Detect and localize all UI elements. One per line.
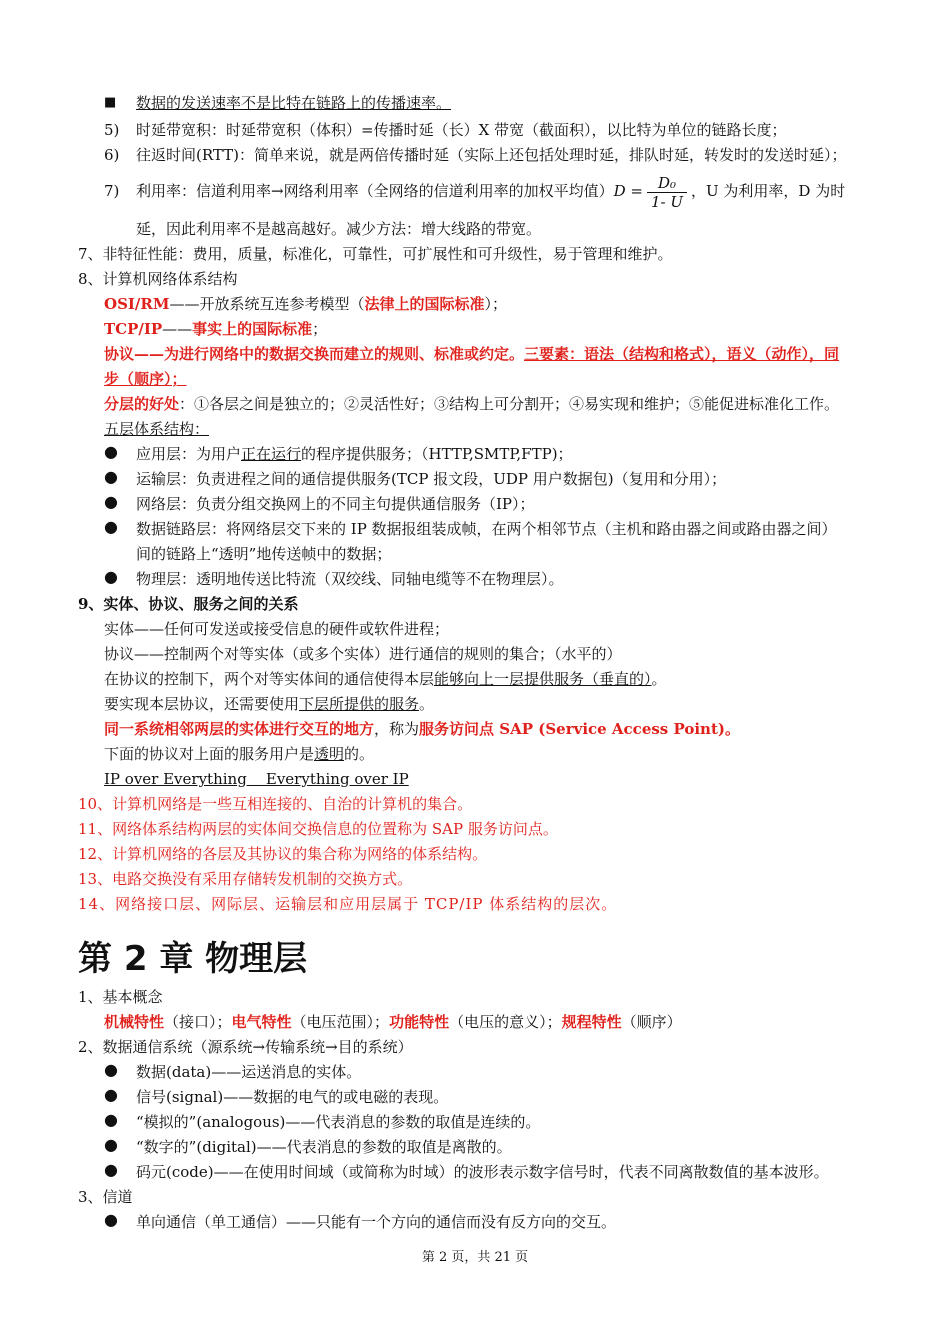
characteristics-line: 机械特性（接口）；电气特性（电压范围）；功能特性（电压的意义）；规程特性（顺序） <box>104 1013 682 1031</box>
section-8-title: 8、计算机网络体系结构 <box>78 270 238 288</box>
code-def: 码元(code)——在使用时间域（或简称为时域）的波形表示数字信号时，代表不同离散数值的基本波形。 <box>136 1163 829 1181</box>
datalink-layer: 数据链路层：将网络层交下来的 IP 数据报组装成帧，在两个相邻节点（主机和路由器之间或路由器之间） <box>136 520 837 538</box>
formula-lhs: D = <box>613 182 643 200</box>
simplex-def: 单向通信（单工通信）——只能有一个方向的通信而没有反方向的交互。 <box>136 1213 617 1231</box>
tcp-ip-line: TCP/IP——事实上的国际标准； <box>104 320 328 338</box>
list-item-5: 5) 时延带宽积：时延带宽积（体积）=传播时延（长）X 带宽（截面积），以比特为单位的链路长度； <box>104 121 787 139</box>
square-bullet-icon: ■ <box>104 95 117 110</box>
datalink-layer-cont: 间的链路上“透明”地传送帧中的数据； <box>136 545 392 563</box>
dot-bullet-icon: ● <box>104 1210 118 1229</box>
list-item-6: 6) 往返时间(RTT)：简单来说，就是两倍传播时延（实际上还包括处理时延，排队时延，转发时的发送时延）； <box>104 146 847 164</box>
point-12: 12、计算机网络的各层及其协议的集合称为网络的体系结构。 <box>78 845 488 863</box>
point-13: 13、电路交换没有采用存储转发机制的交换方式。 <box>78 870 413 888</box>
point-14: 14、网络接口层、网际层、运输层和应用层属于 TCP/IP 体系结构的层次。 <box>78 895 618 913</box>
analog-def: “模拟的”(analogous)——代表消息的参数的取值是连续的。 <box>136 1113 541 1131</box>
protocol-line: 协议——为进行网络中的数据交换而建立的规则、标准或约定。三要素：语法（结构和格式），语义（动作），同 <box>104 345 840 363</box>
service-line-2: 要实现本层协议，还需要使用下层所提供的服务。 <box>104 695 435 713</box>
dot-bullet-icon: ● <box>104 1135 118 1154</box>
protocol-def-line: 协议——控制两个对等实体（或多个实体）进行通信的规则的集合；（水平的） <box>104 645 622 663</box>
layering-benefits: 分层的好处：①各层之间是独立的；②灵活性好；③结构上可分割开；④易实现和维护；⑤能促进标准化工作。 <box>104 395 840 413</box>
dot-bullet-icon: ● <box>104 1160 118 1179</box>
dot-bullet-icon: ● <box>104 517 118 536</box>
digital-def: “数字的”(digital)——代表消息的参数的取值是离散的。 <box>136 1138 512 1156</box>
utilization-formula: $\frac{\text{D₀}}{1- U}$ <box>647 174 687 211</box>
section-7: 7、非特征性能：费用，质量，标准化，可靠性，可扩展性和可升级性，易于管理和维护。 <box>78 245 673 263</box>
ip-over-line: IP over Everything Everything over IP <box>104 770 409 788</box>
signal-def: 信号(signal)——数据的电气的或电磁的表现。 <box>136 1088 449 1106</box>
dot-bullet-icon: ● <box>104 567 118 586</box>
dot-bullet-icon: ● <box>104 467 118 486</box>
entity-line: 实体——任何可发送或接受信息的硬件或软件进程； <box>104 620 450 638</box>
dot-bullet-icon: ● <box>104 492 118 511</box>
physical-layer: 物理层：透明地传送比特流（双绞线、同轴电缆等不在物理层）。 <box>136 570 564 588</box>
data-def: 数据(data)——运送消息的实体。 <box>136 1063 362 1081</box>
dot-bullet-icon: ● <box>104 1110 118 1129</box>
point-11: 11、网络体系结构两层的实体间交换信息的位置称为 SAP 服务访问点。 <box>78 820 558 838</box>
network-layer: 网络层：负责分组交换网上的不同主句提供通信服务（IP）； <box>136 495 535 513</box>
text-line: 数据的发送速率不是比特在链路上的传播速率。 <box>136 94 452 112</box>
point-10: 10、计算机网络是一些互相连接的、自治的计算机的集合。 <box>78 795 473 813</box>
channel-title: 3、信道 <box>78 1188 133 1206</box>
osi-rm-line: OSI/RM——开放系统互连参考模型（法律上的国际标准）； <box>104 295 508 313</box>
protocol-line-cont: 步（顺序）； <box>104 370 187 388</box>
list-item-7: 7) 利用率：信道利用率→网络利用率（全网络的信道利用率的加权平均值）D = $\frac{\text{D₀}}{1- U}$ ，U 为利用率，D 为时 <box>104 173 846 211</box>
application-layer: 应用层：为用户正在运行的程序提供服务；（HTTP,SMTP,FTP)； <box>136 445 573 463</box>
comm-system-title: 2、数据通信系统（源系统→传输系统→目的系统） <box>78 1038 413 1056</box>
dot-bullet-icon: ● <box>104 442 118 461</box>
basic-concepts-title: 1、基本概念 <box>78 988 163 1006</box>
transparency-line: 下面的协议对上面的服务用户是透明的。 <box>104 745 375 763</box>
page-footer: 第 2 页，共 21 页 <box>421 1250 529 1265</box>
service-line: 在协议的控制下，两个对等实体间的通信使得本层能够向上一层提供服务（垂直的）。 <box>104 670 667 688</box>
transport-layer: 运输层：负责进程之间的通信提供服务(TCP 报文段，UDP 用户数据包)（复用和分用）； <box>136 470 727 488</box>
dot-bullet-icon: ● <box>104 1085 118 1104</box>
sap-line: 同一系统相邻两层的实体进行交互的地方，称为服务访问点 SAP (Service Access Point)。 <box>104 720 740 738</box>
text-line: 延，因此利用率不是越高越好。减少方法：增大线路的带宽。 <box>136 220 542 238</box>
five-layer-title: 五层体系结构： <box>104 420 210 438</box>
dot-bullet-icon: ● <box>104 1060 118 1079</box>
section-9-title: 9、实体、协议、服务之间的关系 <box>78 595 299 613</box>
chapter-heading: 第 2 章 物理层 <box>78 939 308 979</box>
